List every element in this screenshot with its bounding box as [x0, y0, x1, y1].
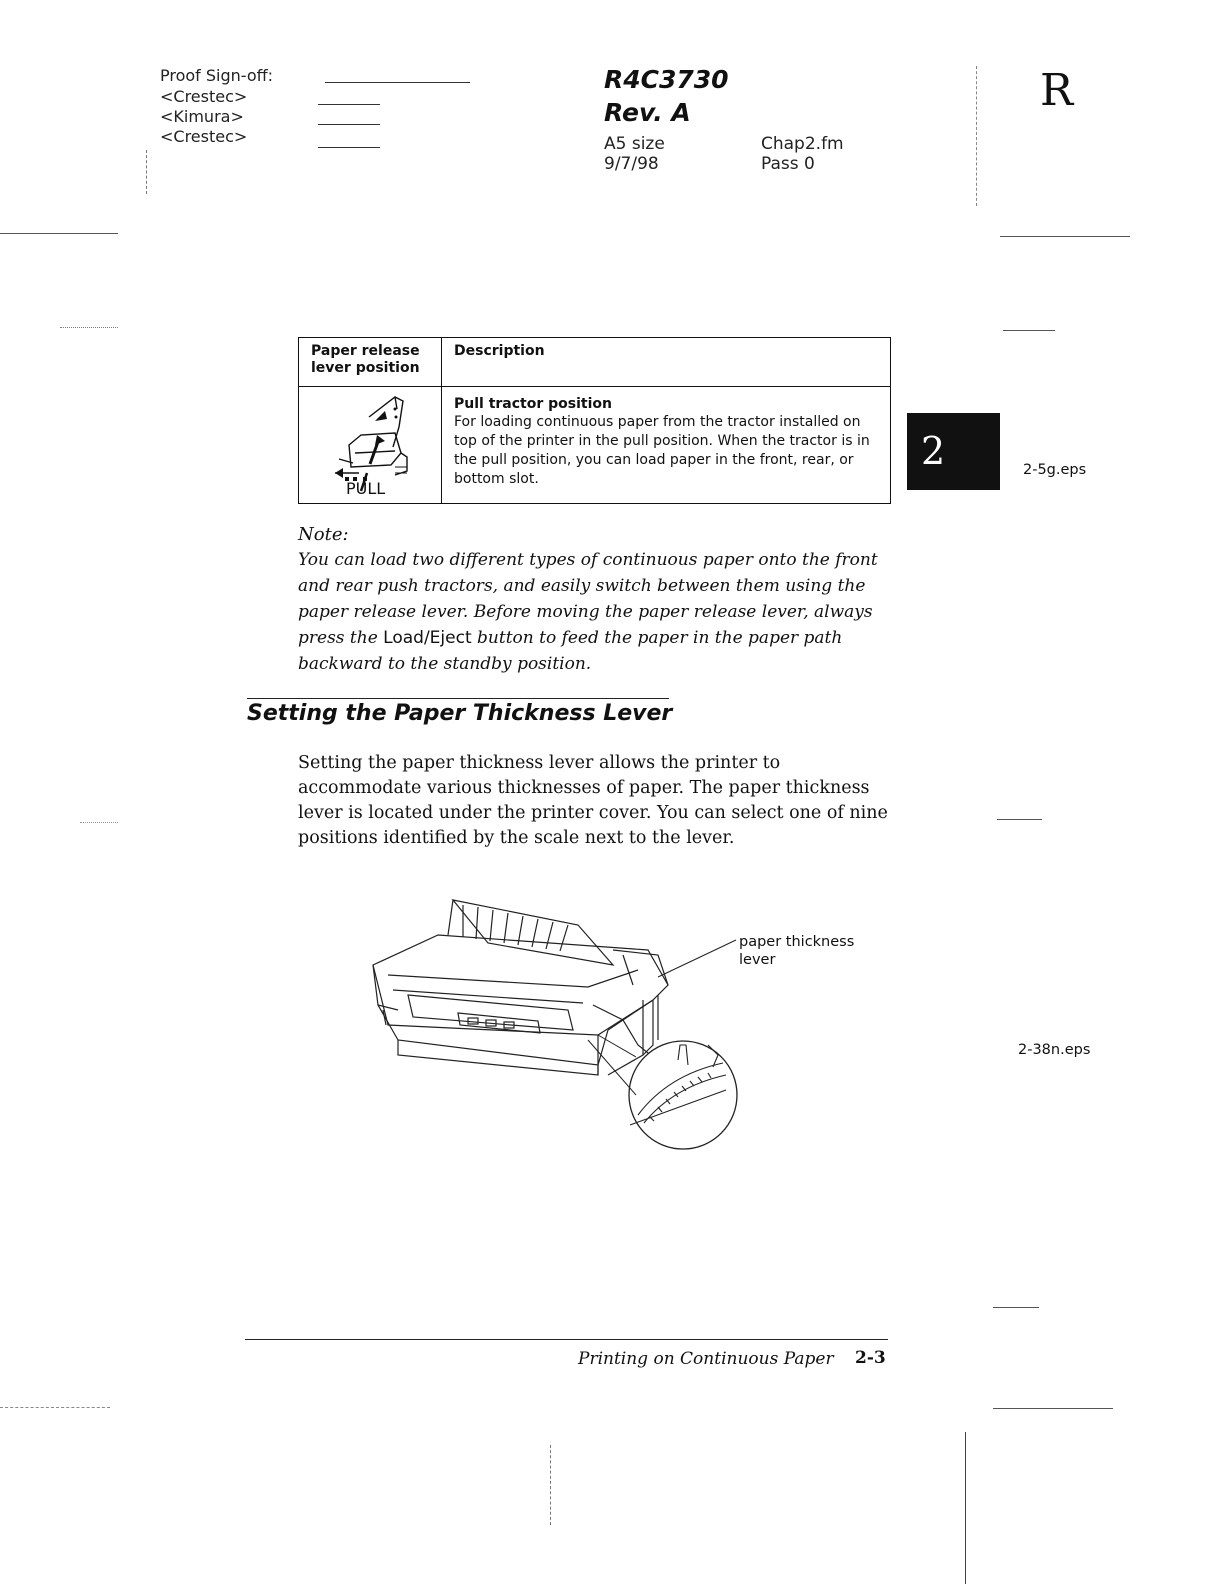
signoff-line-1 [325, 82, 470, 83]
figure-file-ref: 2-38n.eps [1018, 1042, 1091, 1058]
crop-mark [993, 1307, 1039, 1308]
chapter-tab [907, 413, 1000, 490]
signer-1: <Crestec> [160, 87, 248, 106]
footer-rule [245, 1339, 888, 1340]
crop-mark [965, 1432, 966, 1584]
header-right-rule [976, 66, 977, 206]
header-left-tick [146, 150, 147, 194]
crop-mark [1000, 236, 1130, 237]
section-title: Setting the Paper Thickness Lever [247, 701, 673, 726]
pull-position-cell [299, 387, 442, 504]
printer-illustration [368, 895, 748, 1170]
crop-mark [0, 233, 118, 234]
doc-code: R4C3730 [604, 65, 729, 94]
crop-mark [997, 819, 1042, 820]
proof-signoff-label: Proof Sign-off: [160, 66, 274, 85]
section-title-rule [247, 698, 669, 699]
footer-page-number: 2-3 [855, 1348, 886, 1368]
page-size: A5 size [604, 134, 665, 154]
lever-position-table [298, 337, 891, 504]
signoff-line-2 [318, 104, 380, 105]
note-text [298, 547, 898, 677]
callout-leader-line [658, 940, 736, 977]
load-eject-button-name: Load/Eject [383, 628, 472, 648]
signoff-line-4 [318, 147, 380, 148]
crop-mark [1003, 330, 1055, 331]
file-name: Chap2.fm [761, 134, 844, 154]
table-header-description: Description [442, 338, 891, 387]
pass-label: Pass 0 [761, 154, 815, 174]
pull-description-cell [442, 387, 891, 504]
doc-date: 9/7/98 [604, 154, 659, 174]
pull-description-body: For loading continuous paper from the tractor installed on top of the printer in the pull position. When the tractor is in the pull position, you can load paper in the front, rear, or bottom slot. [454, 414, 870, 487]
table-figure-ref: 2-5g.eps [1023, 462, 1087, 478]
crop-mark [60, 327, 118, 328]
paper-thickness-callout: paper thickness lever [739, 934, 855, 968]
signer-3: <Crestec> [160, 127, 248, 146]
footer-chapter-title: Printing on Continuous Paper [578, 1349, 834, 1369]
signoff-line-3 [318, 124, 380, 125]
chapter-number: 2 [921, 429, 946, 473]
lever-detail-circle [629, 1041, 737, 1149]
crop-mark [80, 822, 118, 823]
table-header-position: Paper release lever position [299, 338, 442, 387]
pull-description-title: Pull tractor position [454, 396, 612, 412]
note-text-end: button to feed the paper in the paper path backward to the standby position. [298, 628, 843, 674]
crop-mark [550, 1445, 551, 1525]
crop-mark [993, 1408, 1113, 1409]
section-body: Setting the paper thickness lever allows the printer to accommodate various thicknesses of paper. The paper thickness lever is located under the printer cover. You can select one of nine positions identified by the scale next to the lever. [298, 753, 888, 848]
note-text-start: You can load two different types of continuous paper onto the front and rear push tractors, and easily switch between them using the paper release lever. Before moving the paper release lever, always press the [298, 550, 878, 648]
note-label: Note: [298, 524, 349, 545]
corner-mark: R [1040, 65, 1074, 116]
signer-2: <Kimura> [160, 107, 244, 126]
crop-mark [0, 1407, 110, 1408]
revision: Rev. A [604, 98, 691, 127]
pull-icon-label: PULL [346, 479, 386, 498]
